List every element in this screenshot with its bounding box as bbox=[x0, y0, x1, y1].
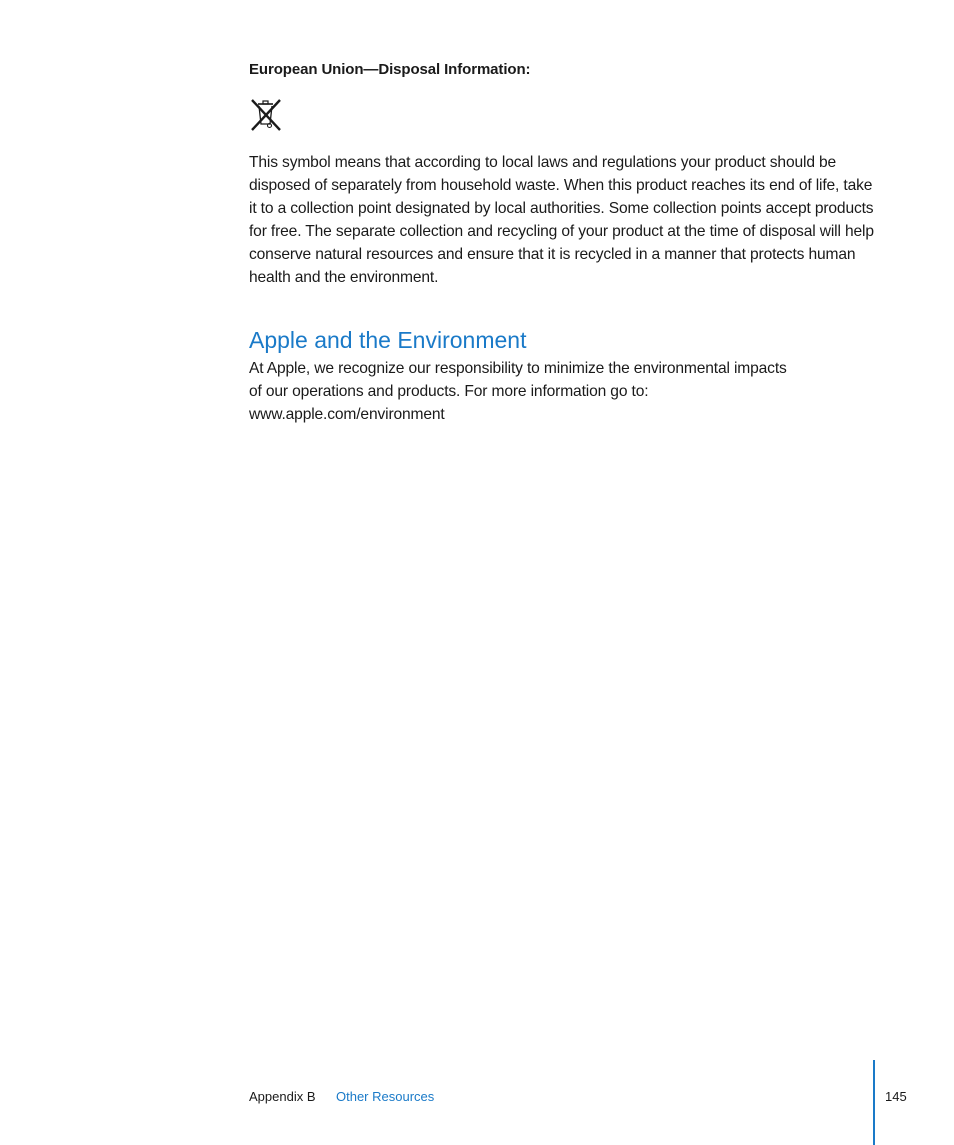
section-heading-environment: Apple and the Environment bbox=[249, 327, 527, 353]
footer-appendix-label: Appendix B bbox=[249, 1089, 316, 1104]
footer-chapter-title: Other Resources bbox=[336, 1089, 435, 1104]
environment-url: www.apple.com/environment bbox=[249, 406, 445, 423]
eu-disposal-paragraph: This symbol means that according to local laws and regulations your product should be disposed of separately from household waste. When this product reaches its end of life, take it to a collection point designated by local authorities. Some collection points accept products for free. The separate collection and recycling of your product at the time of disposal will help conserve natural resources and ensure that it is recycled in a manner that protects human health and the environment. bbox=[249, 154, 874, 286]
page-number: 145 bbox=[885, 1089, 907, 1104]
eu-disposal-heading: European Union—Disposal Information: bbox=[249, 61, 531, 78]
environment-paragraph bbox=[249, 357, 849, 426]
environment-line: At Apple, we recognize our responsibility to minimize the environmental impacts bbox=[249, 360, 787, 377]
footer-vertical-rule bbox=[873, 1060, 875, 1145]
crossed-out-wheelie-bin-icon bbox=[249, 98, 282, 132]
environment-line: of our operations and products. For more information go to: bbox=[249, 383, 649, 400]
